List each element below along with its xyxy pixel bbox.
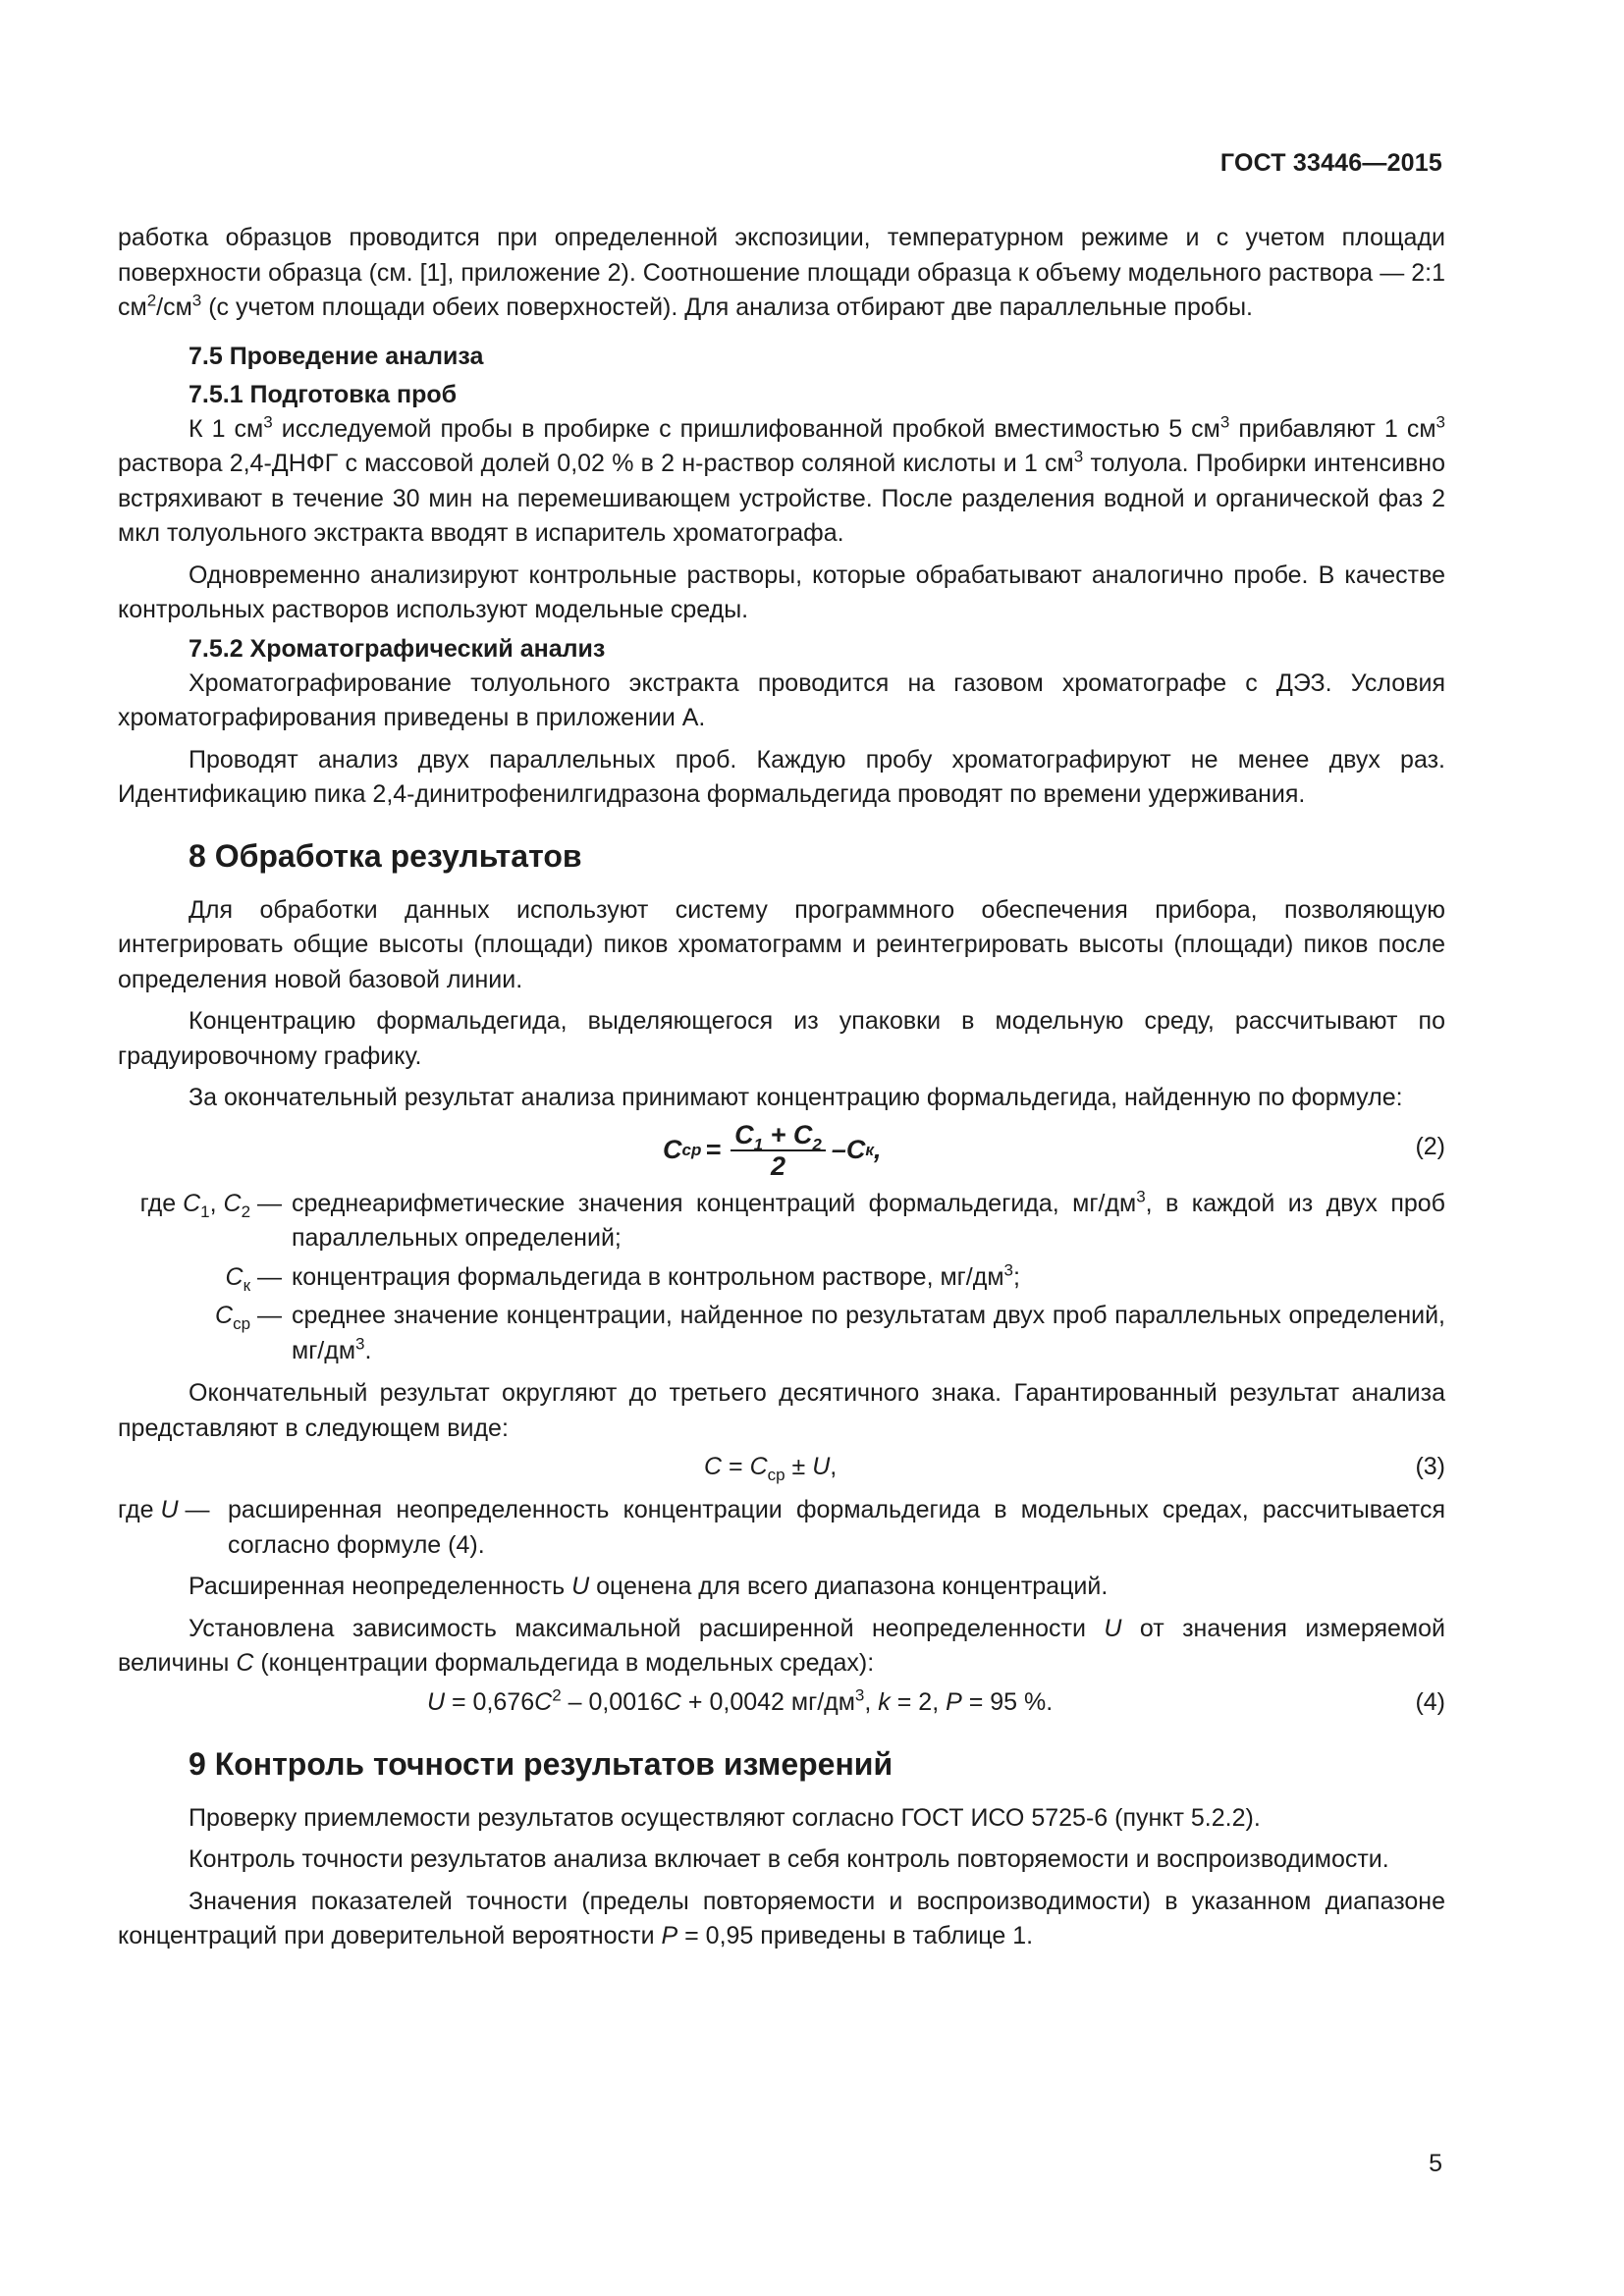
section-7-5-2-paragraph-2: Проводят анализ двух параллельных проб. Каждую пробу хроматографируют не менее двух раз. Идентификацию пика 2,4-динитрофенилгидразона формальдегида проводят по времени удерживания. [118,745,1445,808]
document-body [118,221,1445,1954]
legend-definition-c1-c2: среднеарифметические значения концентраций формальдегида, $мг/дм^3$, в каждой из двух проб параллельных определений; [292,1187,1445,1252]
section-7-5-1-paragraph-2: Одновременно анализируют контрольные растворы, которые обрабатывают аналогично пробе. В качестве контрольных растворов используют модельные среды. [118,561,1445,623]
section-7-5-title: 7.5 Проведение анализа [189,342,484,370]
section-9-title: 9 Контроль точности результатов измерений [189,1745,893,1782]
legend-symbol-c1-c2: где $C_1$, $C_2$ — [139,1189,282,1221]
formula-2 [118,1118,1445,1181]
formula-3-legend [118,1493,1445,1563]
legend-symbol-csr: $C_{ср}$ — [215,1302,282,1333]
formula-2-fraction: $\frac{C_1 + C_2}{2}$ [731,1120,826,1181]
intro-paragraph: работка образцов проводится при определенной экспозиции, температурном режиме и с учетом площади поверхности образца (см. [1], приложение 2). Соотношение площади образца к объему модельного раствора — 2:1 $см^2/см^3$ (с учетом площади обеих поверхностей). Для анализа отбирают две параллельные пробы. [118,224,1445,321]
section-8-paragraph-4: Окончательный результат округляют до третьего десятичного знака. Гарантированный результат анализа представляют в следующем виде: [118,1379,1445,1442]
formula-2-expression: C ср = $\frac{C_1 + C_2}{2}$ – C к , [663,1119,882,1181]
section-8-title: 8 Обработка результатов [189,837,582,874]
legend-symbol-u: где U — [118,1496,210,1523]
formula-2-number: (2) [1415,1132,1445,1160]
section-7-5-2-title: 7.5.2 Хроматографический анализ [189,634,606,663]
section-7-5-1-title: 7.5.1 Подготовка проб [189,380,458,408]
section-9-paragraph-3: Значения показателей точности (пределы повторяемости и воспроизводимости) в указанном диапазоне концентраций при доверительной вероятности P = 0,95 приведены в таблице 1. [118,1887,1445,1949]
formula-3-expression: $C = C_{ср} \pm U$, [704,1453,838,1484]
legend-definition-ck: концентрация формальдегида в контрольном растворе, $мг/дм^3$; [292,1260,1020,1291]
legend-definition-u: расширенная неопределенность концентрации формальдегида в модельных средах, рассчитывается согласно формуле (4). [228,1496,1445,1559]
section-9-paragraph-1: Проверку приемлемости результатов осуществляют согласно ГОСТ ИСО 5725-6 (пункт 5.2.2). [189,1803,1261,1832]
section-8-paragraph-1: Для обработки данных используют систему программного обеспечения прибора, позволяющую интегрировать общие высоты (площади) пиков хроматограмм и реинтегрировать высоты (площади) пиков после определения новой базовой линии. [118,895,1445,993]
formula-2-legend [118,1187,1445,1373]
section-8-paragraph-6: Установлена зависимость максимальной расширенной неопределенности U от значения измеряемой величины C (концентрации формальдегида в модельных средах): [118,1614,1445,1677]
section-8-paragraph-3: За окончательный результат анализа принимают концентрацию формальдегида, найденную по формуле: [189,1084,1403,1111]
formula-3-number: (3) [1415,1453,1445,1480]
formula-4-number: (4) [1415,1687,1445,1716]
section-7-5-2-paragraph-1: Хроматографирование толуольного экстракта проводится на газовом хроматографе с ДЭЗ. Условия хроматографирования приведены в приложении А. [118,668,1445,731]
section-8-paragraph-5: Расширенная неопределенность U оценена для всего диапазона концентраций. [189,1573,1109,1600]
legend-symbol-ck: $C_к$ — [225,1262,282,1295]
section-9-paragraph-2: Контроль точности результатов анализа включает в себя контроль повторяемости и воспроизводимости. [189,1845,1389,1873]
section-7-5-1-paragraph-1: К 1 $см^3$ исследуемой пробы в пробирке с пришлифованной пробкой вместимостью 5 $см^3$ прибавляют 1 $см^3$ раствора 2,4-ДНФГ с массовой долей 0,02 % в 2 н-раствор соляной кислоты и 1 $см^3$ толуола. Пробирки интенсивно встряхивают в течение 30 мин на перемешивающем устройстве. После разделения водной и органической фаз 2 мкл толуольного экстракта вводят в испаритель хроматографа. [118,412,1445,547]
legend-definition-csr: среднее значение концентрации, найденное по результатам двух проб параллельных определений, $мг/дм^3$. [292,1302,1445,1364]
formula-4 [118,1685,1445,1721]
section-8-paragraph-2: Концентрацию формальдегида, выделяющегося из упаковки в модельную среду, рассчитывают по градуировочному графику. [118,1007,1445,1070]
document-header: ГОСТ 33446—2015 [1219,149,1442,177]
page-number: 5 [1429,2150,1442,2177]
formula-4-expression: $U = 0,676C^2 - 0,0016C + 0,0042$ $мг/дм^3$, k = 2, P = 95 %. [427,1685,1054,1716]
formula-3 [118,1450,1445,1485]
